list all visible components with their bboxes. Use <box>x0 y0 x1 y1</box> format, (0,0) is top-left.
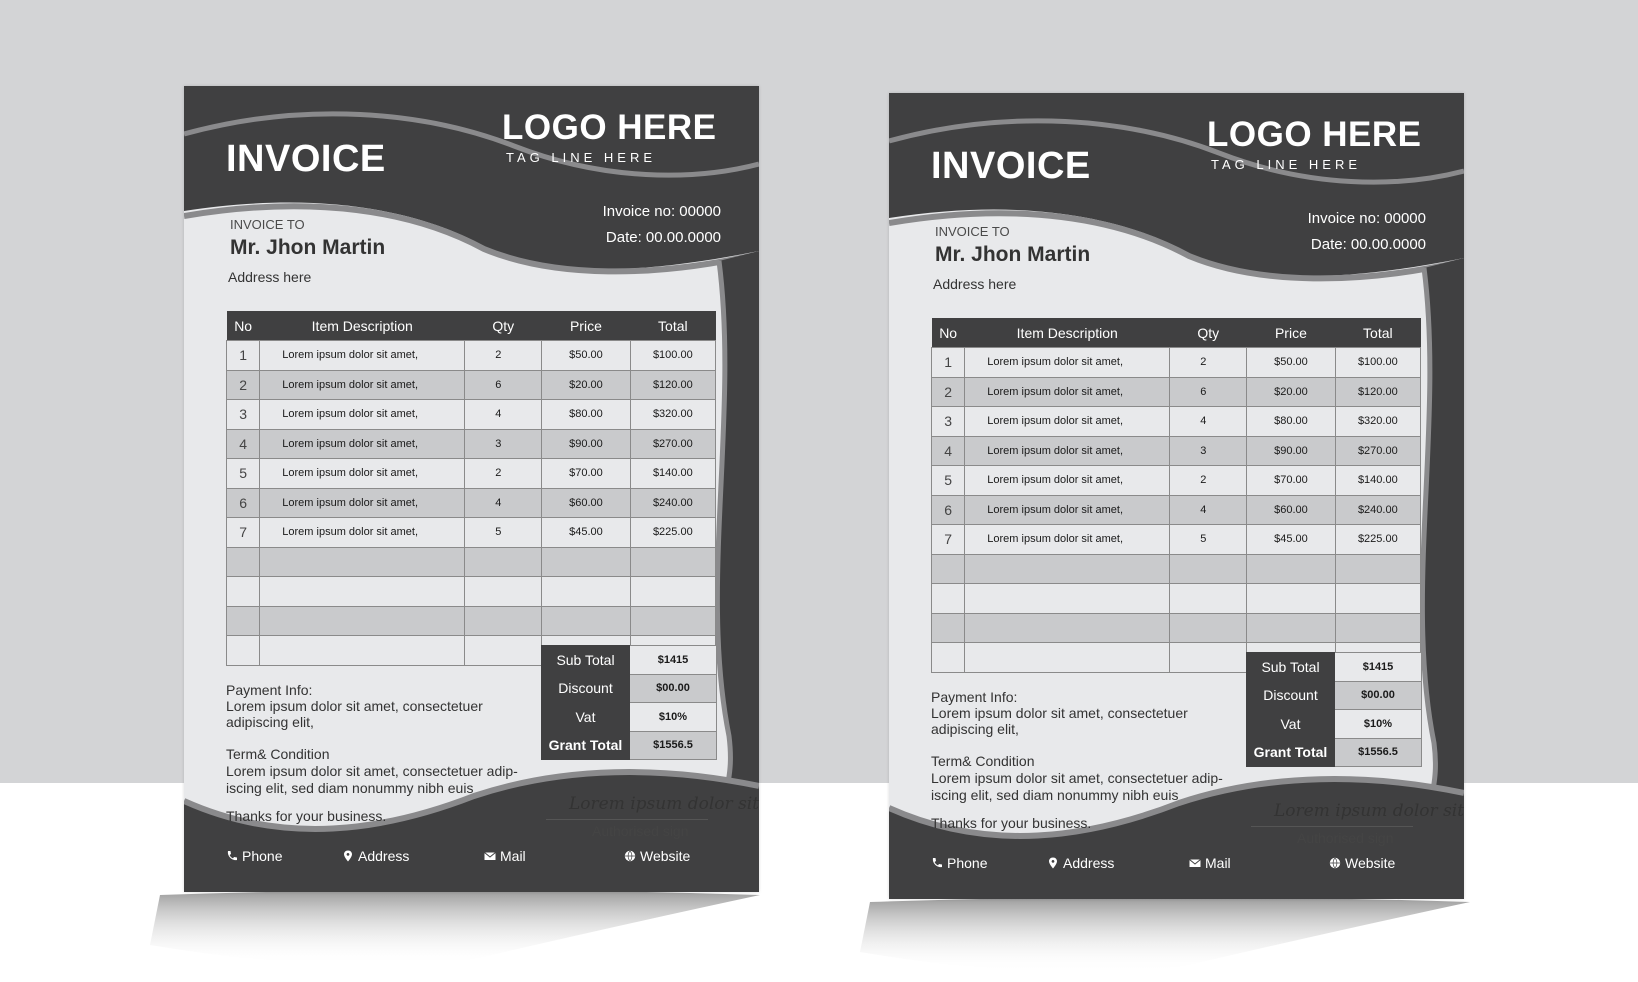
table-row <box>932 466 1421 496</box>
grand-total-label: Grant Total <box>1247 738 1335 767</box>
cell-description: Lorem ipsum dolor sit amet, <box>965 525 1170 555</box>
logo-text: LOGO HERE <box>1207 115 1422 154</box>
col-header-total: Total <box>1335 318 1420 348</box>
cell-price: $60.00 <box>1247 495 1335 525</box>
footer-website-label: Website <box>640 848 691 864</box>
cell-no: 1 <box>227 341 260 371</box>
empty-row <box>932 584 1421 614</box>
footer-mail <box>1189 855 1231 871</box>
cell-no: 2 <box>227 370 260 400</box>
cell-total: $120.00 <box>630 370 715 400</box>
thanks-note: Thanks for your business. <box>226 808 387 824</box>
cell-price: $70.00 <box>542 459 630 489</box>
subtotal-label: Sub Total <box>542 646 630 675</box>
subtotal-value: $1415 <box>630 646 717 675</box>
cell-description: Lorem ipsum dolor sit amet, <box>965 348 1170 378</box>
cell-no: 6 <box>932 495 965 525</box>
items-header-row <box>227 311 716 341</box>
globe-icon <box>1329 857 1341 869</box>
footer-website-label: Website <box>1345 855 1396 871</box>
cell-qty: 4 <box>465 400 542 430</box>
invoice-number: Invoice no: 00000 <box>602 203 721 220</box>
tagline: TAG LINE HERE <box>1211 157 1362 172</box>
cell-qty: 4 <box>1170 495 1247 525</box>
table-row <box>227 518 716 548</box>
totals-table <box>1246 652 1422 767</box>
subtotal-row <box>1247 653 1422 682</box>
cell-description: Lorem ipsum dolor sit amet, <box>965 377 1170 407</box>
cell-no: 7 <box>227 518 260 548</box>
col-header-description: Item Description <box>965 318 1170 348</box>
discount-label: Discount <box>1247 681 1335 710</box>
invoice-title: INVOICE <box>226 138 386 180</box>
discount-value: $00.00 <box>1335 681 1422 710</box>
envelope-icon <box>484 850 496 862</box>
payment-info-title: Payment Info: <box>226 682 313 698</box>
discount-row <box>1247 681 1422 710</box>
col-header-price: Price <box>1247 318 1335 348</box>
cell-price: $50.00 <box>1247 348 1335 378</box>
col-header-description: Item Description <box>260 311 465 341</box>
invoice-title: INVOICE <box>931 145 1091 187</box>
footer-website <box>624 848 690 864</box>
footer-phone-label: Phone <box>947 855 988 871</box>
cell-description: Lorem ipsum dolor sit amet, <box>260 518 465 548</box>
discount-label: Discount <box>542 674 630 703</box>
vat-value: $10% <box>1335 710 1422 739</box>
empty-row <box>227 577 716 607</box>
footer-address <box>342 848 409 864</box>
cell-price: $90.00 <box>542 429 630 459</box>
vat-row <box>1247 710 1422 739</box>
grand-total-label: Grant Total <box>542 731 630 760</box>
cell-description: Lorem ipsum dolor sit amet, <box>965 466 1170 496</box>
cell-qty: 3 <box>1170 436 1247 466</box>
cell-price: $45.00 <box>1247 525 1335 555</box>
logo-text: LOGO HERE <box>502 108 717 147</box>
payment-info-title: Payment Info: <box>931 689 1018 705</box>
invoice-date: Date: 00.00.0000 <box>605 229 721 246</box>
table-row <box>227 400 716 430</box>
invoice-sheet-right <box>889 93 1464 899</box>
table-row <box>227 370 716 400</box>
footer-address <box>1047 855 1114 871</box>
invoice-sheet-left <box>184 86 759 892</box>
cell-description: Lorem ipsum dolor sit amet, <box>965 407 1170 437</box>
col-header-no: No <box>227 311 260 341</box>
cell-description: Lorem ipsum dolor sit amet, <box>260 400 465 430</box>
cell-total: $240.00 <box>1335 495 1420 525</box>
cell-total: $120.00 <box>1335 377 1420 407</box>
payment-info-text: Lorem ipsum dolor sit amet, consectetuer adipiscing elit, <box>226 698 483 730</box>
signature-script: Lorem ipsum dolor sit <box>569 794 759 814</box>
cell-total: $270.00 <box>630 429 715 459</box>
cell-qty: 6 <box>465 370 542 400</box>
globe-icon <box>624 850 636 862</box>
cell-no: 3 <box>932 407 965 437</box>
footer-phone <box>931 855 987 871</box>
col-header-no: No <box>932 318 965 348</box>
terms-title: Term& Condition <box>931 753 1035 769</box>
invoice-date: Date: 00.00.0000 <box>1310 236 1426 253</box>
cell-qty: 4 <box>465 488 542 518</box>
signature-label: Authorised sign <box>1297 830 1394 846</box>
cell-total: $100.00 <box>630 341 715 371</box>
cell-qty: 2 <box>465 341 542 371</box>
col-header-qty: Qty <box>465 311 542 341</box>
signature-line <box>546 819 708 820</box>
cell-price: $80.00 <box>1247 407 1335 437</box>
cell-price: $60.00 <box>542 488 630 518</box>
cell-price: $20.00 <box>1247 377 1335 407</box>
table-row <box>932 525 1421 555</box>
cell-total: $240.00 <box>630 488 715 518</box>
invoice-to-label: INVOICE TO <box>935 224 1010 239</box>
items-header-row <box>932 318 1421 348</box>
footer-mail <box>484 848 526 864</box>
cell-qty: 5 <box>1170 525 1247 555</box>
cell-total: $320.00 <box>1335 407 1420 437</box>
table-row <box>932 495 1421 525</box>
footer-address-label: Address <box>1063 855 1115 871</box>
cell-qty: 4 <box>1170 407 1247 437</box>
sheet-shadow-left <box>150 885 770 975</box>
cell-qty: 6 <box>1170 377 1247 407</box>
cell-qty: 2 <box>1170 466 1247 496</box>
cell-description: Lorem ipsum dolor sit amet, <box>965 495 1170 525</box>
cell-no: 6 <box>227 488 260 518</box>
col-header-qty: Qty <box>1170 318 1247 348</box>
cell-no: 4 <box>227 429 260 459</box>
table-row <box>932 348 1421 378</box>
footer-address-label: Address <box>358 848 410 864</box>
sheet-shadow-right <box>860 892 1480 982</box>
empty-row <box>932 554 1421 584</box>
cell-no: 1 <box>932 348 965 378</box>
discount-row <box>542 674 717 703</box>
col-header-price: Price <box>542 311 630 341</box>
cell-qty: 5 <box>465 518 542 548</box>
thanks-note: Thanks for your business. <box>931 815 1092 831</box>
cell-total: $225.00 <box>1335 525 1420 555</box>
cell-price: $90.00 <box>1247 436 1335 466</box>
signature-line <box>1251 826 1413 827</box>
cell-no: 7 <box>932 525 965 555</box>
client-address: Address here <box>933 276 1017 292</box>
vat-label: Vat <box>542 703 630 732</box>
cell-price: $80.00 <box>542 400 630 430</box>
footer-phone <box>226 848 282 864</box>
cell-total: $320.00 <box>630 400 715 430</box>
payment-info-text: Lorem ipsum dolor sit amet, consectetuer adipiscing elit, <box>931 705 1188 737</box>
cell-price: $70.00 <box>1247 466 1335 496</box>
client-name: Mr. Jhon Martin <box>935 243 1091 266</box>
empty-row <box>227 547 716 577</box>
cell-total: $225.00 <box>630 518 715 548</box>
items-table <box>931 318 1421 673</box>
grand-total-row <box>1247 738 1422 767</box>
table-row <box>932 436 1421 466</box>
vat-label: Vat <box>1247 710 1335 739</box>
tagline: TAG LINE HERE <box>506 150 657 165</box>
subtotal-row <box>542 646 717 675</box>
cell-price: $45.00 <box>542 518 630 548</box>
client-address: Address here <box>228 269 312 285</box>
footer-phone-label: Phone <box>242 848 283 864</box>
empty-row <box>227 606 716 636</box>
cell-total: $140.00 <box>630 459 715 489</box>
cell-no: 3 <box>227 400 260 430</box>
signature-script: Lorem ipsum dolor sit <box>1274 801 1464 821</box>
col-header-total: Total <box>630 311 715 341</box>
invoice-to-label: INVOICE TO <box>230 217 305 232</box>
cell-price: $20.00 <box>542 370 630 400</box>
cell-description: Lorem ipsum dolor sit amet, <box>260 429 465 459</box>
totals-table <box>541 645 717 760</box>
items-table <box>226 311 716 666</box>
location-pin-icon <box>1047 857 1059 869</box>
cell-price: $50.00 <box>542 341 630 371</box>
table-row <box>227 459 716 489</box>
cell-total: $270.00 <box>1335 436 1420 466</box>
discount-value: $00.00 <box>630 674 717 703</box>
table-row <box>932 377 1421 407</box>
cell-no: 2 <box>932 377 965 407</box>
cell-description: Lorem ipsum dolor sit amet, <box>260 488 465 518</box>
table-row <box>932 407 1421 437</box>
cell-qty: 3 <box>465 429 542 459</box>
cell-qty: 2 <box>1170 348 1247 378</box>
grand-total-row <box>542 731 717 760</box>
cell-description: Lorem ipsum dolor sit amet, <box>965 436 1170 466</box>
empty-row <box>932 613 1421 643</box>
grand-total-value: $1556.5 <box>630 731 717 760</box>
subtotal-value: $1415 <box>1335 653 1422 682</box>
grand-total-value: $1556.5 <box>1335 738 1422 767</box>
cell-no: 5 <box>227 459 260 489</box>
subtotal-label: Sub Total <box>1247 653 1335 682</box>
client-name: Mr. Jhon Martin <box>230 236 386 259</box>
phone-icon <box>931 857 943 869</box>
vat-value: $10% <box>630 703 717 732</box>
phone-icon <box>226 850 238 862</box>
vat-row <box>542 703 717 732</box>
cell-no: 5 <box>932 466 965 496</box>
terms-text: Lorem ipsum dolor sit amet, consectetuer adip-iscing elit, sed diam nonummy nibh euis <box>226 763 518 796</box>
table-row <box>227 429 716 459</box>
cell-total: $140.00 <box>1335 466 1420 496</box>
cell-description: Lorem ipsum dolor sit amet, <box>260 370 465 400</box>
cell-description: Lorem ipsum dolor sit amet, <box>260 459 465 489</box>
location-pin-icon <box>342 850 354 862</box>
terms-title: Term& Condition <box>226 746 330 762</box>
signature-label: Authorised sign <box>592 823 689 839</box>
cell-description: Lorem ipsum dolor sit amet, <box>260 341 465 371</box>
cell-no: 4 <box>932 436 965 466</box>
envelope-icon <box>1189 857 1201 869</box>
footer-website <box>1329 855 1395 871</box>
cell-total: $100.00 <box>1335 348 1420 378</box>
footer-mail-label: Mail <box>500 848 526 864</box>
terms-text: Lorem ipsum dolor sit amet, consectetuer adip-iscing elit, sed diam nonummy nibh euis <box>931 770 1223 803</box>
table-row <box>227 341 716 371</box>
table-row <box>227 488 716 518</box>
invoice-number: Invoice no: 00000 <box>1307 210 1426 227</box>
footer-mail-label: Mail <box>1205 855 1231 871</box>
cell-qty: 2 <box>465 459 542 489</box>
